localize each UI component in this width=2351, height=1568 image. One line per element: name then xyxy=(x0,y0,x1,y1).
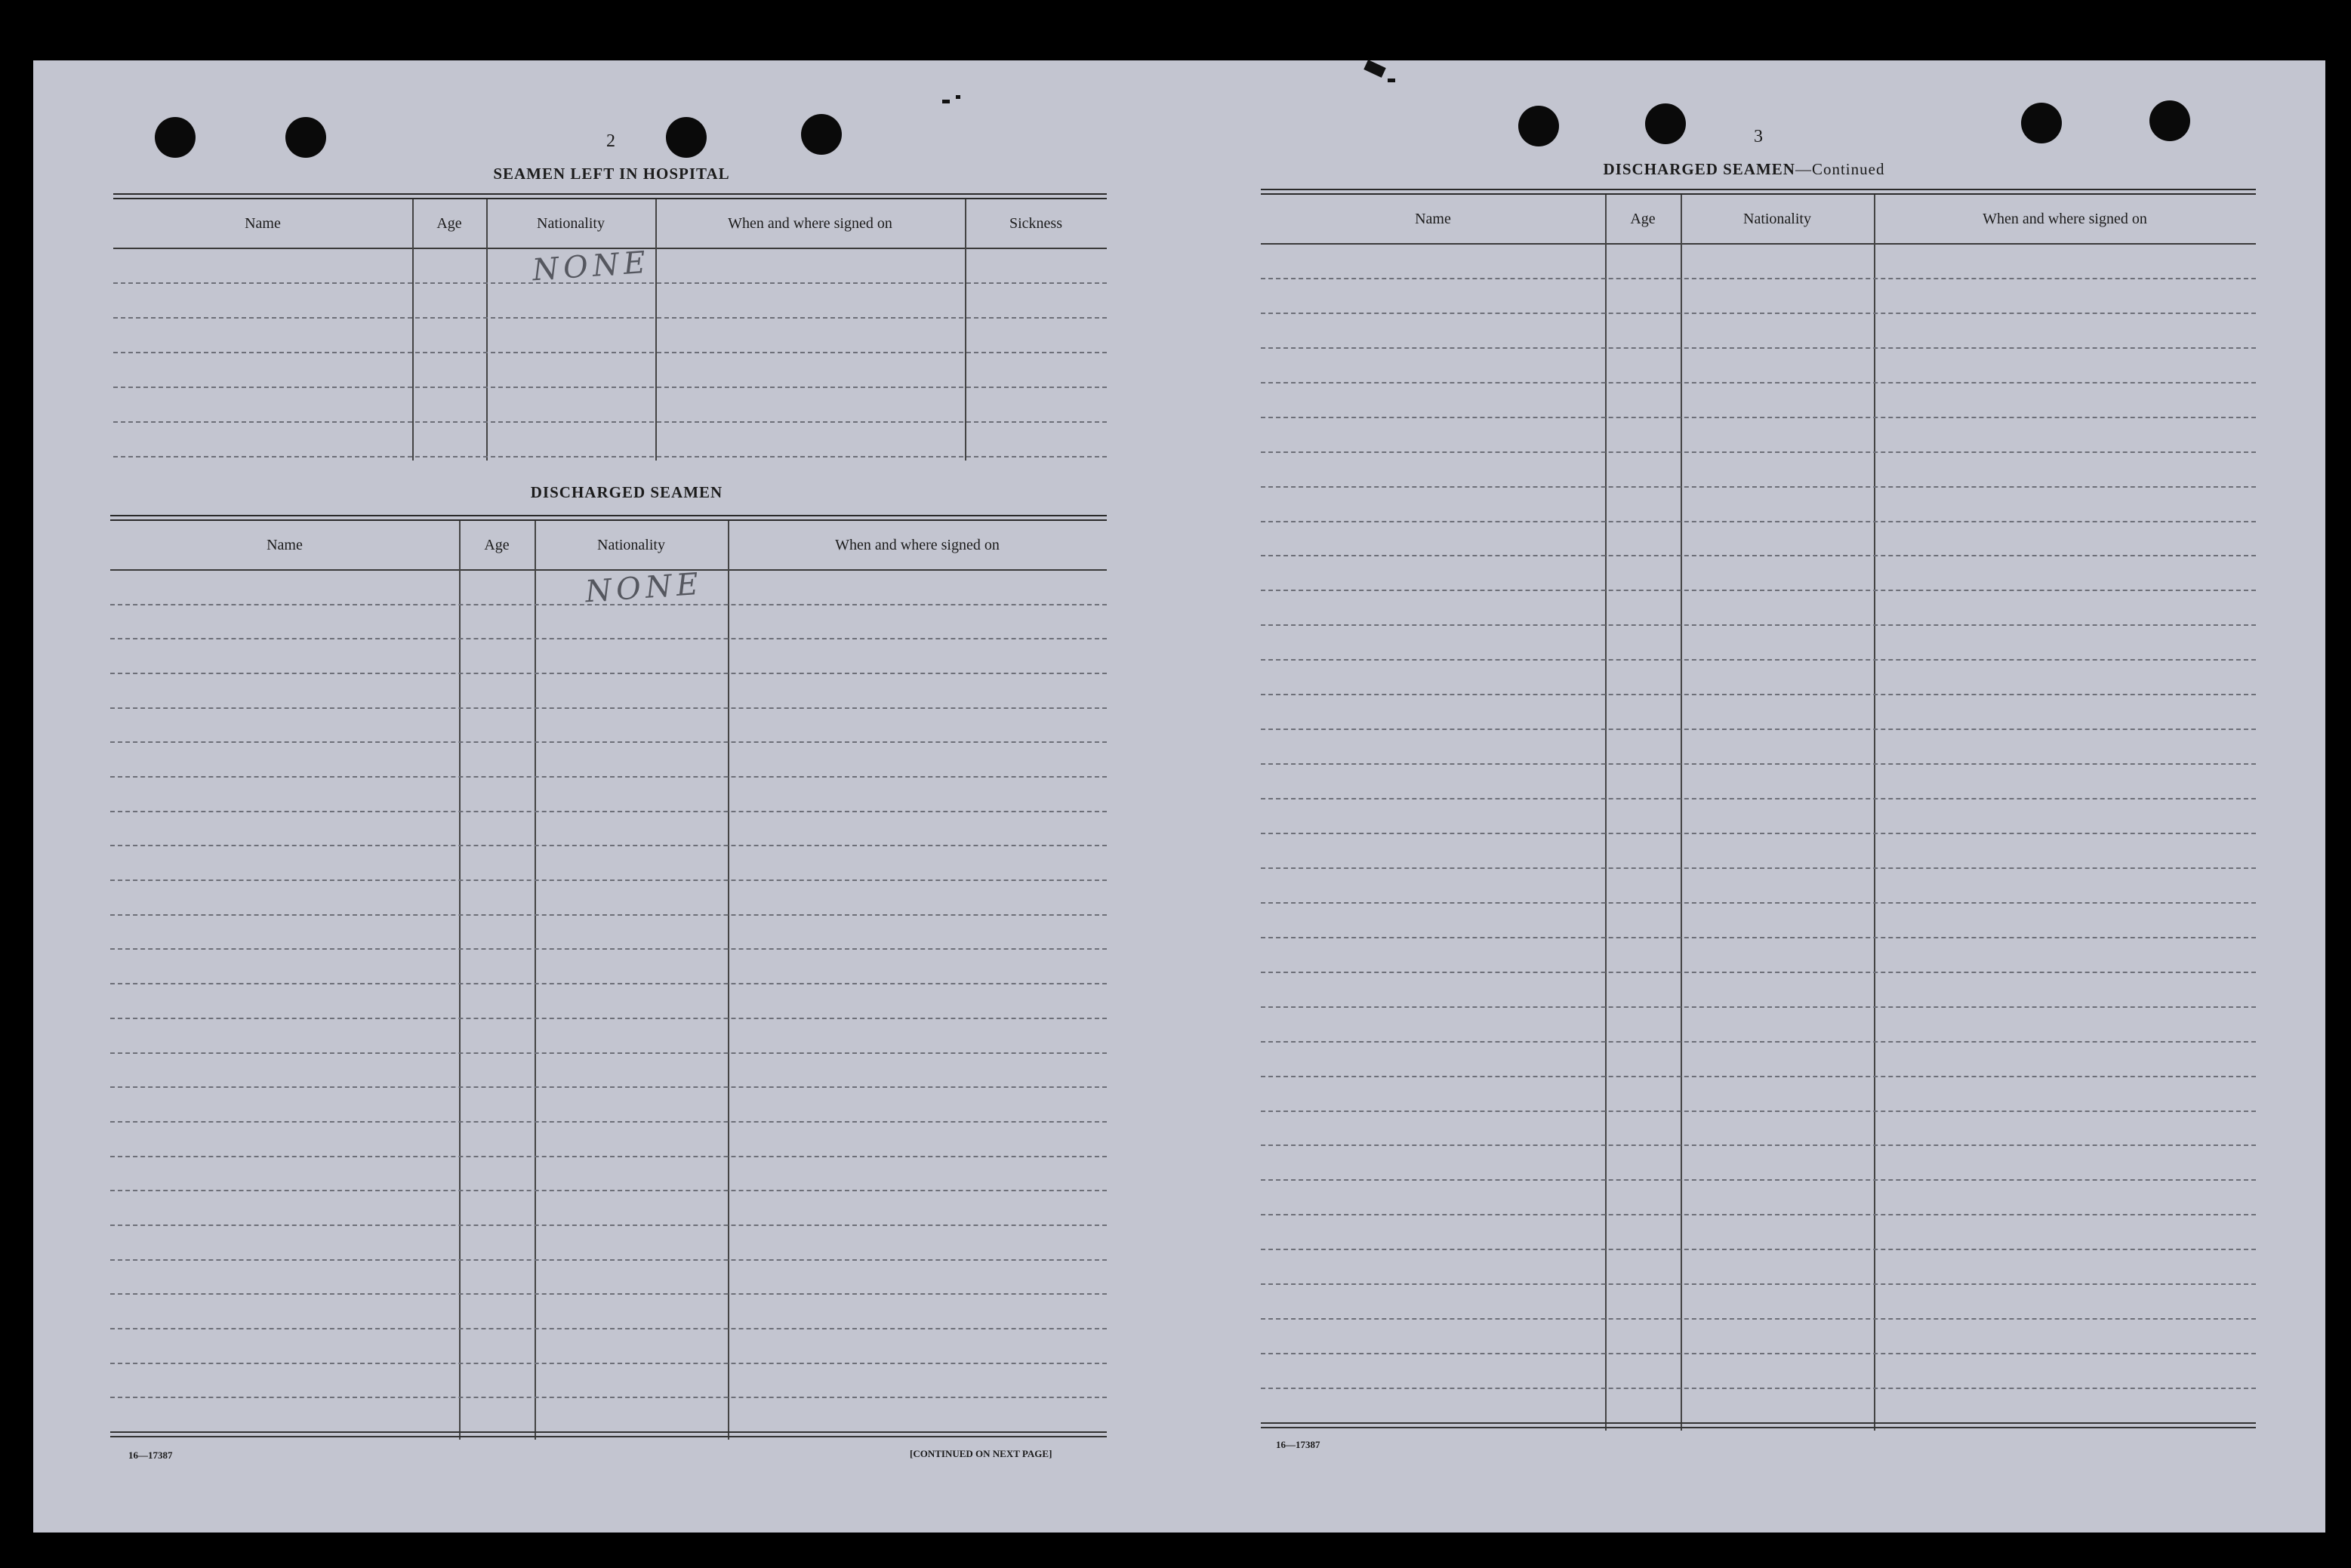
punch-hole xyxy=(2021,103,2062,143)
row-rule xyxy=(110,776,1107,778)
row-rule xyxy=(1261,1006,2256,1008)
row-rule xyxy=(1261,763,2256,765)
ink-speck xyxy=(956,95,960,99)
row-rule xyxy=(110,948,1107,950)
row-rule xyxy=(1261,867,2256,869)
row-rule xyxy=(1261,624,2256,626)
column-header: When and where signed on xyxy=(1983,210,2147,227)
discharged-table xyxy=(110,515,1107,1440)
ink-speck xyxy=(1388,79,1395,82)
column-header: Nationality xyxy=(597,536,665,553)
row-rule xyxy=(1261,1041,2256,1043)
row-rule xyxy=(110,1397,1107,1398)
row-rule xyxy=(1261,486,2256,488)
row-rule xyxy=(1261,1318,2256,1320)
row-rule xyxy=(1261,972,2256,973)
row-rule xyxy=(1261,902,2256,904)
row-rule xyxy=(110,673,1107,674)
row-rule xyxy=(110,1225,1107,1226)
punch-hole xyxy=(1518,106,1559,146)
row-rule xyxy=(1261,313,2256,314)
ink-speck xyxy=(942,100,950,103)
row-rule xyxy=(110,845,1107,846)
column-header: Name xyxy=(245,214,281,232)
section-title: DISCHARGED SEAMEN—Continued xyxy=(1603,160,1885,178)
row-rule xyxy=(1261,417,2256,418)
row-rule xyxy=(110,1363,1107,1364)
row-rule xyxy=(1261,555,2256,556)
row-rule xyxy=(1261,382,2256,384)
page-number: 2 xyxy=(606,131,615,151)
column-header: Name xyxy=(1415,210,1451,227)
row-rule xyxy=(1261,1214,2256,1215)
row-rule xyxy=(110,1086,1107,1088)
column-header: Nationality xyxy=(537,214,605,232)
column-header: Age xyxy=(484,536,510,553)
row-rule xyxy=(110,914,1107,916)
row-rule xyxy=(110,1190,1107,1191)
row-rule xyxy=(110,638,1107,639)
hospital-table xyxy=(113,193,1107,461)
column-header: Name xyxy=(267,536,303,553)
row-rule xyxy=(110,1121,1107,1123)
row-rule xyxy=(1261,694,2256,695)
column-header: Nationality xyxy=(1743,210,1811,227)
row-rule xyxy=(1261,1283,2256,1285)
row-rule xyxy=(110,811,1107,812)
row-rule xyxy=(1261,451,2256,453)
row-rule xyxy=(110,1328,1107,1329)
row-rule xyxy=(110,983,1107,984)
form-code: 16—17387 xyxy=(128,1449,173,1461)
row-rule xyxy=(1261,659,2256,661)
row-rule xyxy=(110,1052,1107,1054)
row-rule xyxy=(1261,833,2256,834)
row-rule xyxy=(1261,1179,2256,1181)
row-rule xyxy=(110,741,1107,743)
row-rule xyxy=(1261,729,2256,730)
row-rule xyxy=(110,1156,1107,1157)
row-rule xyxy=(110,1018,1107,1019)
column-header: When and where signed on xyxy=(835,536,1000,553)
column-header: When and where signed on xyxy=(728,214,892,232)
row-rule xyxy=(1261,1388,2256,1389)
row-rule xyxy=(1261,937,2256,938)
punch-hole xyxy=(1645,103,1686,144)
row-rule xyxy=(1261,1144,2256,1146)
punch-hole xyxy=(155,117,196,158)
section-title: DISCHARGED SEAMEN xyxy=(530,483,723,501)
row-rule xyxy=(1261,1353,2256,1354)
row-rule xyxy=(1261,347,2256,349)
row-rule xyxy=(1261,521,2256,522)
column-header: Sickness xyxy=(1009,214,1062,232)
row-rule xyxy=(1261,798,2256,799)
punch-hole xyxy=(2149,100,2190,141)
column-header: Age xyxy=(1630,210,1656,227)
row-rule xyxy=(1261,1111,2256,1112)
row-rule xyxy=(1261,1076,2256,1077)
form-code: 16—17387 xyxy=(1276,1439,1320,1450)
row-rule xyxy=(1261,1249,2256,1250)
row-rule xyxy=(1261,278,2256,279)
row-rule xyxy=(110,707,1107,709)
discharged-continued-table xyxy=(1261,189,2256,1431)
row-rule xyxy=(110,1293,1107,1295)
handwritten-entry: NONE xyxy=(584,566,704,610)
continued-note: [CONTINUED ON NEXT PAGE] xyxy=(910,1448,1052,1459)
row-rule xyxy=(110,1259,1107,1261)
handwritten-entry: NONE xyxy=(531,245,652,288)
punch-hole xyxy=(285,117,326,158)
row-rule xyxy=(1261,590,2256,591)
section-title: SEAMEN LEFT IN HOSPITAL xyxy=(493,165,730,183)
row-rule xyxy=(110,879,1107,881)
column-header: Age xyxy=(436,214,462,232)
punch-hole xyxy=(666,117,707,158)
page-number: 3 xyxy=(1754,127,1763,146)
punch-hole xyxy=(801,114,842,155)
